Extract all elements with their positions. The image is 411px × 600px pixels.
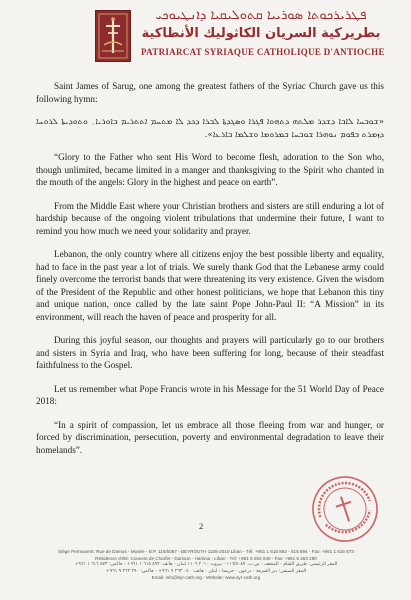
paragraph-lebanon: Lebanon, the only country where all citizens enjoy the best possible liberty and equality, had to face in the past year a lot of trials. We surely thank God that the Lebanese army could finely overcome the terrorist bands that were threatening its very existence. Given the wisdom of the President of the Republic and other honest politicians, we hope that Lebanon this tiny and unique nation, once called by the late saint Pope John-Paul II: “A Mission” in its environment, will reach the haven of peace and prosperity for all. [36, 249, 384, 322]
patriarchal-crest-icon [95, 10, 131, 62]
footer-summer-residence-french: Résidence d'été: Couvent de Charfet - Darioun - Harissa - Liban - Tél: +961 9 263 040 - Fax: +961 9 263 290 [95, 555, 317, 561]
footer-summer-residence-arabic: المقر الصيفي: دير الشرفة - درعون - حريصا - لبنان - هاتف: ٠٤٠ ٢٦٣ ٩ ٩٦١+ - فاكس: ٢٩٠ ٢٦٣ ٩ ٩٦١+ [105, 568, 307, 574]
syriac-hymn: «ܫܘܒܚܐ ܠܐܒܐ ܕܫܕܪ ܡܠܬܗ ܕܬܗܘܐ ܦܓܪܐ ܘܣܓܕܬܐ ܠܒܪܐ ܕܟܕ ܠܐ ܡܬܚܡ ܐܬܬܪܝܡ ܒܐܘܪܝܐ܆ ܘܬܘܕܝܬܐ ܠܪܘܚܐ ܕܙܡܪܬ ܒܦܘܡ ܢܘܗܪܐ ܫܘܒܚܐ ܒܡܪܘܡܐ ܘܫܠܡܐ ܒܐܪܥܐ». [36, 117, 384, 140]
patriarchal-seal-stamp-icon [310, 474, 380, 544]
footer-address-french: Siège Permanent: Rue de Damas - Musée - B.P. 116/5087 - BEYROUTH 1106-2010 Liban - Tél: +961 1 615 892 - 615 894 - Fax: +961 1 616 573 [58, 549, 354, 554]
english-hymn: “Glory to the Father who sent His Word to become flesh, adoration to the Son who, though unlimited, became limited in a manger and thanksgiving to the Spirit who chanted in the mouth of the angels: Glory in the highest and peace on earth”. [36, 152, 384, 187]
header-title-syriac: ܦܛܪܝܪܟܘܬܐ ܣܘܪܝܝܐ ܩܬܘܠܝܩܝܐ ܕܐܢܛܝܘܟܝ [155, 8, 367, 23]
footer-address-arabic: المقر الرئيسي: طريق الشام - المتحف - ص.ب. ١١٦/٥٠٨٧ - بيروت ٢٠١٠ ١١٠٦ لبنان - هاتف: ٨٩٢ ٦١٥ ١ ٩٦١+ - فاكس: ٥٧٣ ٦١٦ ١ ٩٦١+ [74, 562, 338, 568]
letterhead-footer [30, 549, 382, 582]
page-number: 2 [199, 521, 204, 531]
letterhead [95, 6, 395, 72]
paragraph-middle-east: From the Middle East where your Christian brothers and sisters are still enduring a lot of hardship because of the ongoing violent tribulations that undermine their future, I want to remind you how much we need your solidarity and prayer. [36, 200, 384, 236]
paragraph-pope: Let us remember what Pope Francis wrote in his Message for the 51 World Day of Peace 2018: [36, 383, 384, 406]
paragraph-season: During this joyful season, our thoughts and prayers will particularly go to our brothers and sisters in Syria and Iraq, who have been suffering for long, because of their steadfast faithfulness to the Gospel. [36, 335, 384, 370]
letter-body [36, 80, 384, 467]
pope-quote: “In a spirit of compassion, let us embrace all those fleeing from war and hunger, or forced by discrimination, persecution, poverty and environmental degradation to leave their homelands”. [36, 419, 384, 455]
header-title-arabic: بطريركية السريان الكاثوليك الأنطاكية [141, 26, 381, 41]
paragraph-intro: Saint James of Sarug, one among the greatest fathers of the Syriac Church gave us this following hymn: [36, 81, 384, 104]
footer-contact: Email: info@syr-cath.org - Website: www.syr-cath.org [151, 575, 261, 581]
header-title-french: PATRIARCAT SYRIAQUE CATHOLIQUE D'ANTIOCHE [141, 47, 385, 57]
